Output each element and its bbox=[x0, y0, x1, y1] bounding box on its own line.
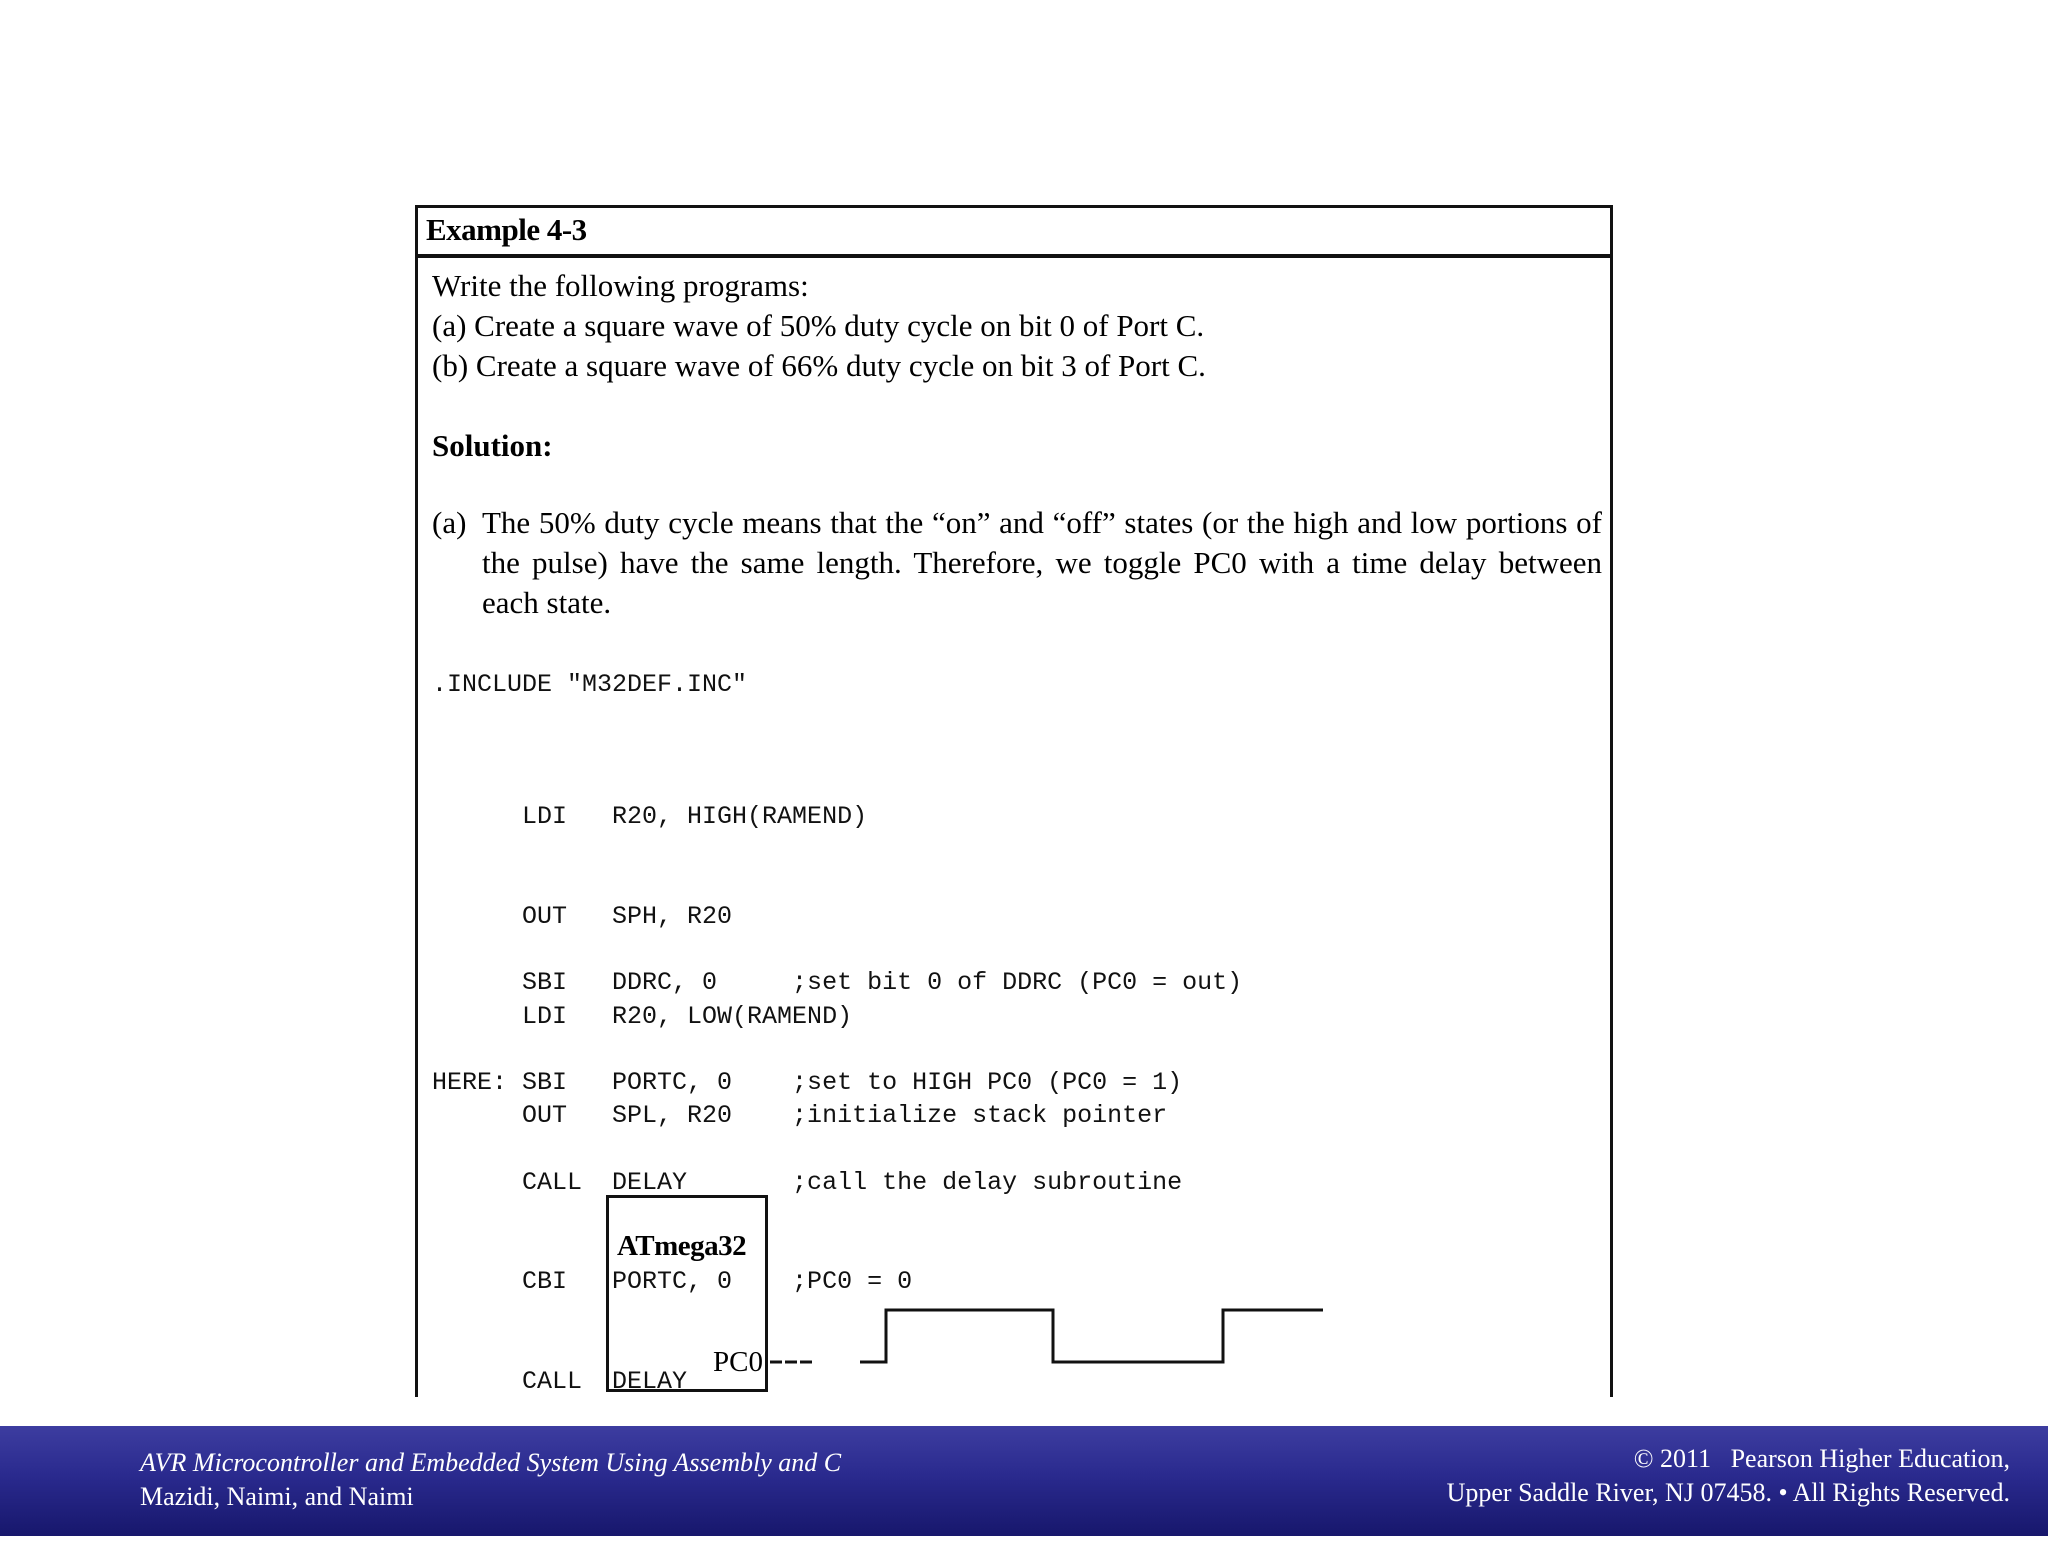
task-b: (b) Create a square wave of 66% duty cycle on bit 3 of Port C. bbox=[432, 348, 1206, 383]
part-a-label: (a) bbox=[432, 505, 467, 540]
book-authors: Mazidi, Naimi, and Naimi bbox=[140, 1482, 414, 1511]
code-line: SBI DDRC, 0 ;set bit 0 of DDRC (PC0 = out) bbox=[432, 968, 1243, 998]
chip-pin-label: PC0 bbox=[713, 1346, 763, 1378]
solution-heading: Solution: bbox=[432, 428, 553, 463]
chip-name: ATmega32 bbox=[617, 1230, 747, 1262]
copyright-line: © 2011 Pearson Higher Education, bbox=[1633, 1444, 2010, 1473]
footer-left bbox=[140, 1446, 841, 1514]
code-line: LDI R20, LOW(RAMEND) bbox=[432, 1001, 853, 1031]
part-a-text: The 50% duty cycle means that the “on” and “off” states (or the high and low portions of the pulse) have the same length. Therefore, we toggle PC0 with a time delay between each state. bbox=[482, 505, 1602, 620]
square-wave-trace bbox=[860, 1310, 1323, 1362]
code-line: OUT SPH, R20 bbox=[432, 902, 733, 932]
task-a: (a) Create a square wave of 50% duty cycle on bit 0 of Port C. bbox=[432, 308, 1205, 343]
footer-bar bbox=[0, 1426, 2048, 1536]
code-line: CALL DELAY ;call the delay subroutine bbox=[432, 1167, 1183, 1197]
code-line: HERE: SBI PORTC, 0 ;set to HIGH PC0 (PC0 = 1) bbox=[432, 1068, 1183, 1098]
code-include: .INCLUDE "M32DEF.INC" bbox=[432, 670, 748, 699]
square-wave-diagram bbox=[768, 1288, 1368, 1368]
example-title: Example 4-3 bbox=[426, 212, 587, 247]
example-box bbox=[415, 205, 1613, 1397]
publisher-address: Upper Saddle River, NJ 07458. • All Rights Reserved. bbox=[1446, 1478, 2010, 1507]
code-line: OUT SPL, R20 ;initialize stack pointer bbox=[432, 1101, 1168, 1131]
footer-right bbox=[1447, 1442, 2010, 1510]
code-line: CBI PORTC, 0 ;PC0 = 0 bbox=[432, 1267, 913, 1297]
code-line: LDI R20, HIGH(RAMEND) bbox=[432, 802, 868, 832]
atmega32-chip bbox=[606, 1195, 768, 1392]
code-line: CALL DELAY bbox=[432, 1366, 688, 1396]
intro-text: Write the following programs: bbox=[432, 268, 809, 303]
book-title: AVR Microcontroller and Embedded System Using Assembly and C bbox=[140, 1448, 842, 1477]
example-header bbox=[418, 208, 1610, 258]
